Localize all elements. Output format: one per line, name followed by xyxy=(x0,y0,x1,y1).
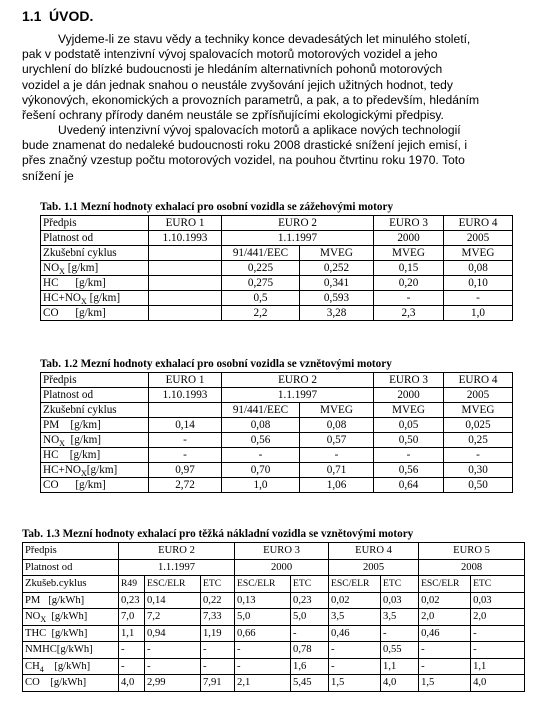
header-euro2: EURO 2 xyxy=(222,373,374,388)
cycle-cell: 91/441/EEC xyxy=(222,403,300,418)
cycle-cell: ETC xyxy=(381,576,419,593)
table-row xyxy=(23,675,525,692)
value-cell: 0,46 xyxy=(419,625,471,642)
value-cell: 0,08 xyxy=(222,418,300,433)
value-cell: - xyxy=(201,642,235,659)
header-euro4: EURO 4 xyxy=(444,216,513,231)
value-cell xyxy=(149,306,222,321)
value-cell: 0,25 xyxy=(444,433,513,448)
row-label-text: NO xyxy=(43,433,60,446)
row-label-text: HC+NO xyxy=(43,463,82,476)
table-row xyxy=(41,216,513,231)
row-label-text: THC [g/kWh] xyxy=(25,627,88,639)
date-cell: 1.10.1993 xyxy=(149,231,222,246)
value-cell: 0,03 xyxy=(471,592,525,609)
value-cell: 0,225 xyxy=(222,261,300,276)
row-label-text: PM [g/km] xyxy=(43,418,101,431)
cycle-cell: ESC/ELR xyxy=(145,576,201,593)
header-predpis: Předpis xyxy=(41,373,149,388)
text-line: vozidel a je dán jednak snahou o neustále zvyšování jejich užitných hodnot, tedy xyxy=(22,77,453,92)
row-label xyxy=(41,478,149,493)
text-line: urychlení do blízké budoucnosti je hledáním alternativních pohonů motorových xyxy=(22,62,443,77)
value-cell: 3,5 xyxy=(329,609,381,626)
value-cell: 0,14 xyxy=(145,592,201,609)
value-cell: - xyxy=(119,642,145,659)
date-cell: 2000 xyxy=(374,231,444,246)
table-row xyxy=(41,261,513,276)
value-cell: 0,03 xyxy=(381,592,419,609)
value-cell: - xyxy=(329,658,381,675)
row-label-text: CO [g/km] xyxy=(43,306,106,319)
header-cyklus: Zkušební cyklus xyxy=(41,403,149,418)
row-label-text: [g/km] xyxy=(86,291,121,304)
value-cell: - xyxy=(149,448,222,463)
value-cell: 0,14 xyxy=(149,418,222,433)
value-cell xyxy=(149,276,222,291)
header-euro3: EURO 3 xyxy=(374,373,444,388)
row-label-subscript: X xyxy=(81,468,87,478)
value-cell: 0,23 xyxy=(119,592,145,609)
cycle-cell: ETC xyxy=(291,576,329,593)
row-label xyxy=(41,448,149,463)
value-cell: - xyxy=(291,625,329,642)
table-1 xyxy=(40,215,513,321)
row-label xyxy=(23,642,119,659)
cycle-cell xyxy=(149,246,222,261)
table-row xyxy=(41,246,513,261)
header-predpis: Předpis xyxy=(23,543,119,560)
section-number: 1.1 xyxy=(22,8,42,24)
value-cell: - xyxy=(381,625,419,642)
value-cell: 0,56 xyxy=(374,463,444,478)
value-cell: 0,23 xyxy=(291,592,329,609)
row-label xyxy=(23,609,119,626)
date-cell: 2005 xyxy=(444,231,513,246)
table-row xyxy=(23,609,525,626)
row-label-text: NO xyxy=(43,261,60,274)
table-row xyxy=(23,592,525,609)
row-label-text: HC+NO xyxy=(43,291,82,304)
header-platnost: Platnost od xyxy=(23,559,119,576)
value-cell: 0,02 xyxy=(419,592,471,609)
value-cell: 1,19 xyxy=(201,625,235,642)
table-row xyxy=(41,448,513,463)
value-cell: 0,57 xyxy=(300,433,374,448)
table-2 xyxy=(40,372,513,493)
table-row xyxy=(41,276,513,291)
row-label-text: [g/kWh] xyxy=(46,611,88,623)
value-cell: 4,0 xyxy=(381,675,419,692)
value-cell: 0,46 xyxy=(329,625,381,642)
value-cell xyxy=(149,261,222,276)
table-3-caption: Tab. 1.3 Mezní hodnoty exhalací pro těžká nákladní vozidla se vznětovými motory xyxy=(22,528,414,540)
value-cell: 0,08 xyxy=(444,261,513,276)
value-cell: 0,30 xyxy=(444,463,513,478)
table-row xyxy=(23,625,525,642)
value-cell: 0,70 xyxy=(222,463,300,478)
value-cell: - xyxy=(374,291,444,306)
value-cell: 1,06 xyxy=(300,478,374,493)
cycle-cell xyxy=(149,403,222,418)
cycle-cell: ETC xyxy=(471,576,525,593)
value-cell: 0,593 xyxy=(300,291,374,306)
table-row xyxy=(23,642,525,659)
header-platnost: Platnost od xyxy=(41,388,149,403)
table-row xyxy=(41,478,513,493)
value-cell: 0,94 xyxy=(145,625,201,642)
value-cell: - xyxy=(471,625,525,642)
cycle-cell: MVEG xyxy=(444,403,513,418)
value-cell: - xyxy=(222,448,300,463)
value-cell: - xyxy=(145,642,201,659)
value-cell: 0,341 xyxy=(300,276,374,291)
table-2-caption: Tab. 1.2 Mezní hodnoty exhalací pro osobní vozidla se vznětovými motory xyxy=(40,358,392,370)
cycle-cell: ESC/ELR xyxy=(329,576,381,593)
table-row xyxy=(23,658,525,675)
row-label xyxy=(41,276,149,291)
table-1-caption: Tab. 1.1 Mezní hodnoty exhalací pro osobní vozidla se zážehovými motory xyxy=(40,201,394,213)
cycle-cell: MVEG xyxy=(300,246,374,261)
row-label-text: HC [g/km] xyxy=(43,276,106,289)
value-cell: - xyxy=(444,448,513,463)
table-row xyxy=(41,463,513,478)
value-cell: 4,0 xyxy=(119,675,145,692)
text-line: přes značný vzestup počtu motorových vozidel, na pouhou čtvrtinu roku 1970. Toto xyxy=(22,153,465,168)
value-cell: 7,33 xyxy=(201,609,235,626)
cycle-cell: ESC/ELR xyxy=(419,576,471,593)
text-line: bude znamenat do nedaleké budoucnosti roku 2008 drastické snížení jejich emisí, i xyxy=(22,138,468,153)
value-cell: 1,5 xyxy=(329,675,381,692)
table-row xyxy=(41,291,513,306)
value-cell: 1,6 xyxy=(291,658,329,675)
text-line: pak v podstatě intenzivní vývoj spalovacích motorů motorových vozidel a jeho xyxy=(22,47,438,62)
cycle-cell: R49 xyxy=(119,576,145,593)
value-cell: 2,2 xyxy=(222,306,300,321)
value-cell: 0,15 xyxy=(374,261,444,276)
header-euro1: EURO 1 xyxy=(149,216,222,231)
value-cell: 0,10 xyxy=(444,276,513,291)
value-cell: - xyxy=(145,658,201,675)
value-cell: 1,0 xyxy=(222,478,300,493)
cycle-cell: MVEG xyxy=(374,403,444,418)
row-label-text: [g/kWh] xyxy=(43,660,91,672)
value-cell: 5,45 xyxy=(291,675,329,692)
value-cell: 2,1 xyxy=(235,675,291,692)
value-cell: 0,02 xyxy=(329,592,381,609)
header-euro3: EURO 3 xyxy=(374,216,444,231)
table-row xyxy=(41,418,513,433)
section-title: ÚVOD. xyxy=(49,8,94,24)
row-label-text: [g/km] xyxy=(86,463,118,476)
date-cell: 2005 xyxy=(329,559,419,576)
row-label-text: PM [g/kWh] xyxy=(25,594,85,606)
row-label-subscript: X xyxy=(40,615,47,625)
header-cyklus: Zkušební cyklus xyxy=(41,246,149,261)
header-cyklus: Zkušeb.cyklus xyxy=(23,576,119,593)
value-cell: - xyxy=(201,658,235,675)
text-line: výkonových, ekonomických a provozních parametrů, a pak, a to především, hledáním xyxy=(22,92,480,107)
value-cell: 2,99 xyxy=(145,675,201,692)
value-cell: 0,20 xyxy=(374,276,444,291)
value-cell: 0,50 xyxy=(374,433,444,448)
table-3-body xyxy=(23,592,525,691)
header-euro4: EURO 4 xyxy=(329,543,419,560)
text-line: Vyjdeme-li ze stavu vědy a techniky konce devadesátých let minulého století, xyxy=(58,32,471,46)
value-cell: 0,50 xyxy=(444,478,513,493)
header-euro2: EURO 2 xyxy=(222,216,374,231)
intro-paragraph-2 xyxy=(22,123,522,184)
intro-paragraph-1 xyxy=(22,32,522,123)
header-euro4: EURO 4 xyxy=(444,373,513,388)
row-label xyxy=(41,433,149,448)
value-cell: - xyxy=(329,642,381,659)
value-cell: - xyxy=(471,642,525,659)
value-cell: 2,0 xyxy=(471,609,525,626)
table-row xyxy=(23,543,525,560)
row-label xyxy=(23,592,119,609)
value-cell: 2,0 xyxy=(419,609,471,626)
header-euro2: EURO 2 xyxy=(119,543,235,560)
row-label-text: [g/km] xyxy=(64,261,99,274)
value-cell: 1,0 xyxy=(444,306,513,321)
date-cell: 1.10.1993 xyxy=(149,388,222,403)
value-cell: 3,28 xyxy=(300,306,374,321)
value-cell: 0,64 xyxy=(374,478,444,493)
table-row xyxy=(23,576,525,593)
date-cell: 2008 xyxy=(419,559,525,576)
date-cell: 2000 xyxy=(235,559,329,576)
value-cell: 7,0 xyxy=(119,609,145,626)
row-label-subscript: X xyxy=(59,438,65,448)
date-cell: 1.1.1997 xyxy=(222,388,374,403)
header-predpis: Předpis xyxy=(41,216,149,231)
row-label xyxy=(23,658,119,675)
value-cell: 1,1 xyxy=(119,625,145,642)
value-cell: 0,97 xyxy=(149,463,222,478)
value-cell: 2,72 xyxy=(149,478,222,493)
value-cell: 0,275 xyxy=(222,276,300,291)
table-row xyxy=(23,559,525,576)
row-label xyxy=(41,463,149,478)
text-line: Uvedený intenzivní vývoj spalovacích motorů a aplikace nových technologií xyxy=(58,123,461,137)
date-cell: 2005 xyxy=(444,388,513,403)
table-row xyxy=(41,306,513,321)
value-cell: 0,025 xyxy=(444,418,513,433)
value-cell: 2,3 xyxy=(374,306,444,321)
cycle-cell: ETC xyxy=(201,576,235,593)
value-cell: 0,56 xyxy=(222,433,300,448)
value-cell: 7,91 xyxy=(201,675,235,692)
value-cell: - xyxy=(149,433,222,448)
value-cell: 1,1 xyxy=(471,658,525,675)
cycle-cell: MVEG xyxy=(444,246,513,261)
value-cell: 0,5 xyxy=(222,291,300,306)
date-cell: 2000 xyxy=(374,388,444,403)
row-label-subscript: X xyxy=(81,296,87,306)
value-cell: 0,71 xyxy=(300,463,374,478)
value-cell: - xyxy=(374,448,444,463)
cycle-cell: MVEG xyxy=(374,246,444,261)
value-cell: 0,05 xyxy=(374,418,444,433)
value-cell: 0,22 xyxy=(201,592,235,609)
header-euro1: EURO 1 xyxy=(149,373,222,388)
row-label-text: NO xyxy=(25,611,41,623)
row-label xyxy=(41,418,149,433)
text-line: řešení ochrany přírody daném neustále se zpřísňujícími ekologickými předpisy. xyxy=(22,108,444,123)
value-cell: 0,66 xyxy=(235,625,291,642)
value-cell: 3,5 xyxy=(381,609,419,626)
date-cell: 1.1.1997 xyxy=(119,559,235,576)
section-heading xyxy=(22,8,93,24)
value-cell: 1,5 xyxy=(419,675,471,692)
value-cell: 7,2 xyxy=(145,609,201,626)
row-label-text: NMHC[g/kWh] xyxy=(25,644,93,656)
cycle-cell: ESC/ELR xyxy=(235,576,291,593)
table-2-body xyxy=(41,418,513,493)
value-cell: 4,0 xyxy=(471,675,525,692)
header-euro5: EURO 5 xyxy=(419,543,525,560)
row-label xyxy=(23,675,119,692)
row-label-text: CO [g/kWh] xyxy=(25,677,87,689)
table-row xyxy=(41,403,513,418)
table-row xyxy=(41,231,513,246)
cycle-cell: MVEG xyxy=(300,403,374,418)
value-cell: 5,0 xyxy=(291,609,329,626)
value-cell: 0,08 xyxy=(300,418,374,433)
value-cell: 0,252 xyxy=(300,261,374,276)
value-cell: 0,13 xyxy=(235,592,291,609)
table-3 xyxy=(22,542,525,692)
cycle-cell: 91/441/EEC xyxy=(222,246,300,261)
value-cell: - xyxy=(419,642,471,659)
row-label xyxy=(23,625,119,642)
row-label xyxy=(41,291,149,306)
value-cell: 5,0 xyxy=(235,609,291,626)
table-row xyxy=(41,388,513,403)
row-label-text: CH xyxy=(25,660,40,672)
table-row xyxy=(41,373,513,388)
value-cell xyxy=(149,291,222,306)
row-label-subscript: X xyxy=(59,266,65,276)
value-cell: - xyxy=(419,658,471,675)
date-cell: 1.1.1997 xyxy=(222,231,374,246)
table-row xyxy=(41,433,513,448)
header-platnost: Platnost od xyxy=(41,231,149,246)
row-label-subscript: 4 xyxy=(39,664,44,674)
value-cell: - xyxy=(235,642,291,659)
row-label-text: CO [g/km] xyxy=(43,478,106,491)
text-line: snížení je xyxy=(22,168,74,183)
row-label-text: [g/km] xyxy=(64,433,101,446)
value-cell: - xyxy=(119,658,145,675)
value-cell: - xyxy=(235,658,291,675)
row-label xyxy=(41,306,149,321)
value-cell: 0,78 xyxy=(291,642,329,659)
table-1-body xyxy=(41,261,513,321)
value-cell: 0,55 xyxy=(381,642,419,659)
row-label-text: HC [g/km] xyxy=(43,448,101,461)
value-cell: - xyxy=(300,448,374,463)
header-euro3: EURO 3 xyxy=(235,543,329,560)
value-cell: 1,1 xyxy=(381,658,419,675)
row-label xyxy=(41,261,149,276)
value-cell: - xyxy=(444,291,513,306)
